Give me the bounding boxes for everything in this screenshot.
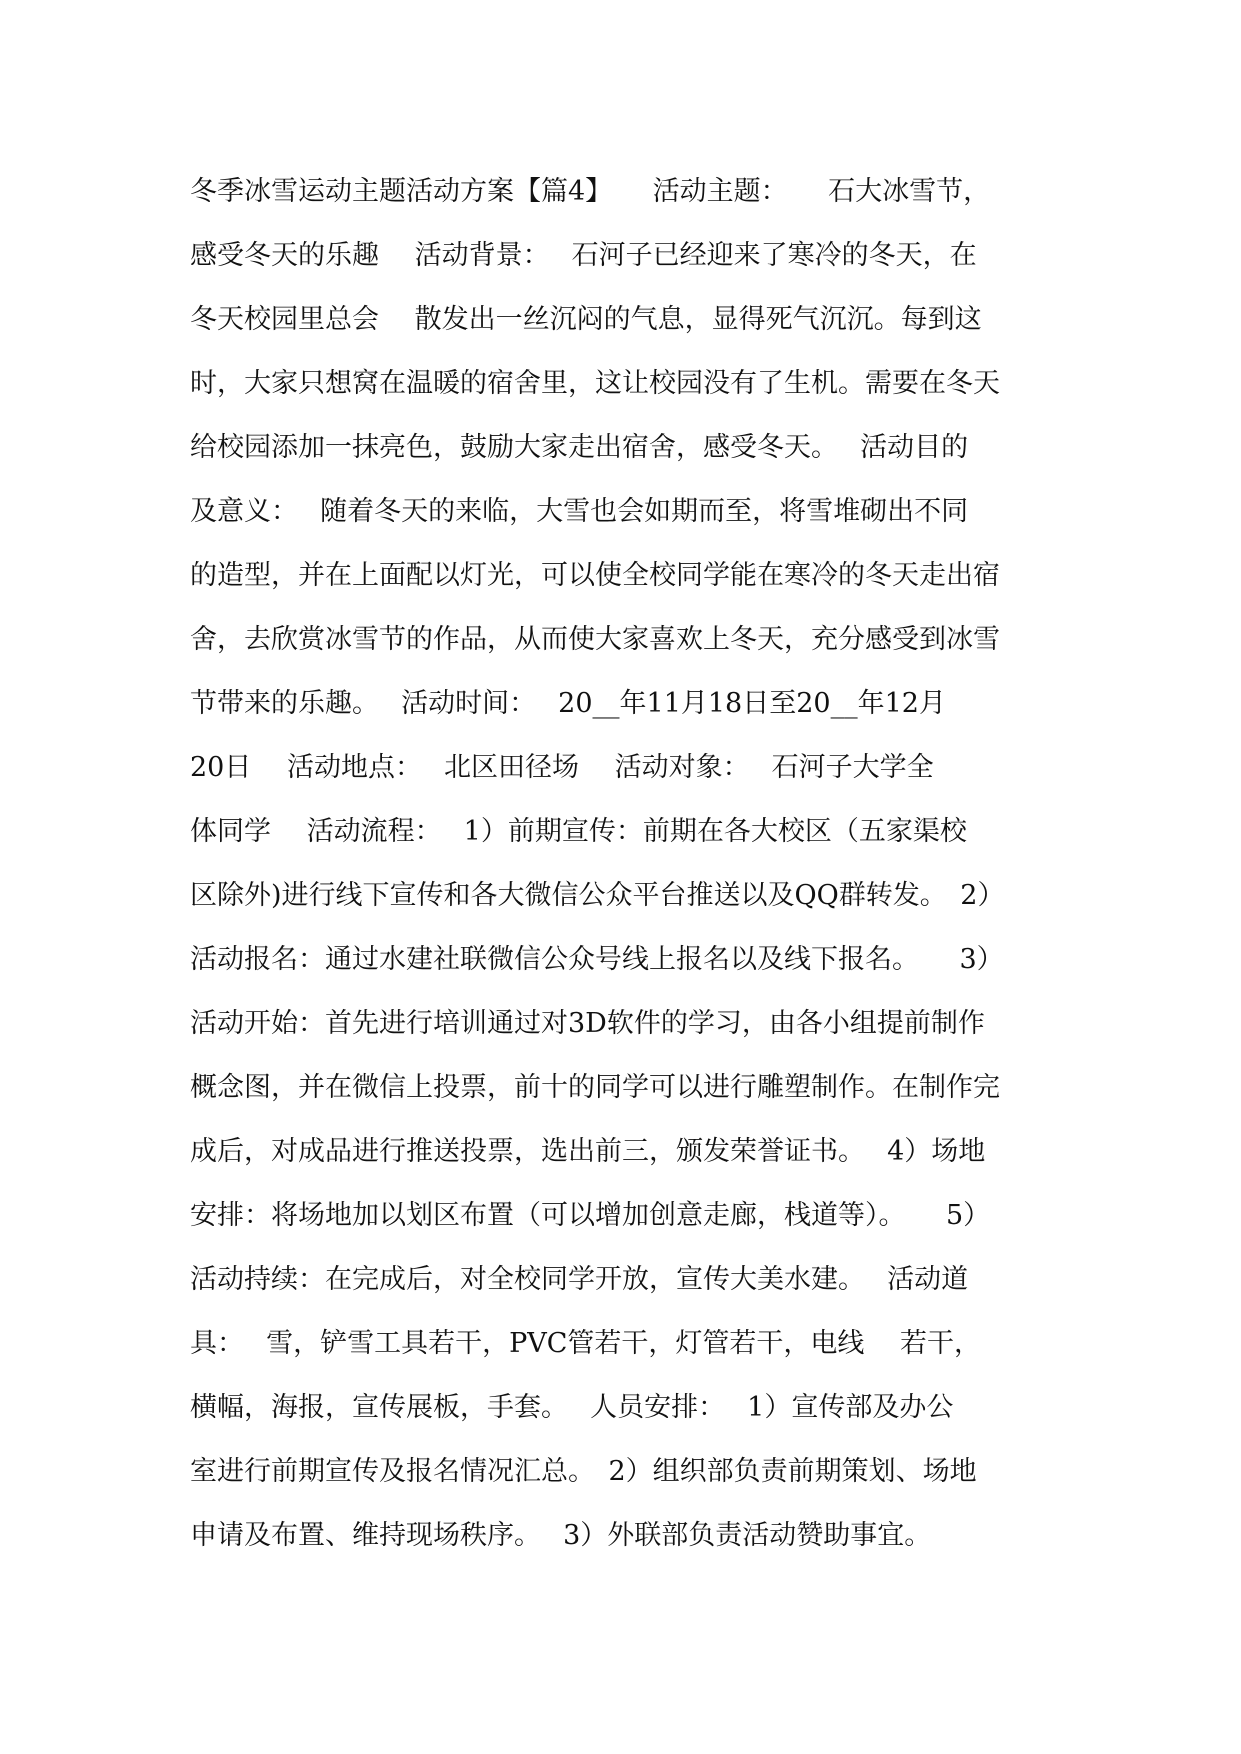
document-body [190,160,1070,1568]
text-line: 活动持续：在完成后，对全校同学开放，宣传大美水建。 活动道 [190,1264,969,1295]
text-line: 室进行前期宣传及报名情况汇总。 2）组织部负责前期策划、场地 [190,1456,977,1487]
text-line: 活动开始：首先进行培训通过对3D软件的学习，由各小组提前制作 [190,1008,985,1039]
text-line: 感受冬天的乐趣 活动背景： 石河子已经迎来了寒冷的冬天，在 [190,240,977,271]
text-line: 横幅，海报，宣传展板，手套。 人员安排： 1）宣传部及办公 [190,1392,954,1423]
text-line: 活动报名：通过水建社联微信公众号线上报名以及线下报名。 3） [190,944,1004,975]
text-line: 舍，去欣赏冰雪节的作品，从而使大家喜欢上冬天，充分感受到冰雪 [190,624,1000,655]
text-line: 申请及布置、维持现场秩序。 3）外联部负责活动赞助事宜。 [190,1520,932,1551]
text-line: 区除外)进行线下宣传和各大微信公众平台推送以及QQ群转发。 2） [190,880,1005,911]
text-line: 冬季冰雪运动主题活动方案【篇4】 活动主题： 石大冰雪节， [190,176,991,207]
text-line: 20日 活动地点： 北区田径场 活动对象： 石河子大学全 [190,752,934,783]
text-line: 及意义： 随着冬天的来临，大雪也会如期而至，将雪堆砌出不同 [190,496,969,527]
text-line: 成后，对成品进行推送投票，选出前三，颁发荣誉证书。 4）场地 [190,1136,986,1167]
text-line: 冬天校园里总会 散发出一丝沉闷的气息，显得死气沉沉。每到这 [190,304,982,335]
text-line: 时，大家只想窝在温暖的宿舍里，这让校园没有了生机。需要在冬天 [190,368,1000,399]
text-line: 给校园添加一抹亮色，鼓励大家走出宿舍，感受冬天。 活动目的 [190,432,969,463]
text-line: 安排：将场地加以划区布置（可以增加创意走廊，栈道等）。 5） [190,1200,991,1231]
text-line: 节带来的乐趣。 活动时间： 20__年11月18日至20__年12月 [190,688,946,719]
text-line: 的造型，并在上面配以灯光，可以使全校同学能在寒冷的冬天走出宿 [190,560,1000,591]
text-line: 概念图，并在微信上投票，前十的同学可以进行雕塑制作。在制作完 [190,1072,1000,1103]
text-line: 体同学 活动流程： 1）前期宣传：前期在各大校区（五家渠校 [190,816,967,847]
text-line: 具： 雪，铲雪工具若干，PVC管若干，灯管若干，电线 若干， [190,1328,981,1359]
